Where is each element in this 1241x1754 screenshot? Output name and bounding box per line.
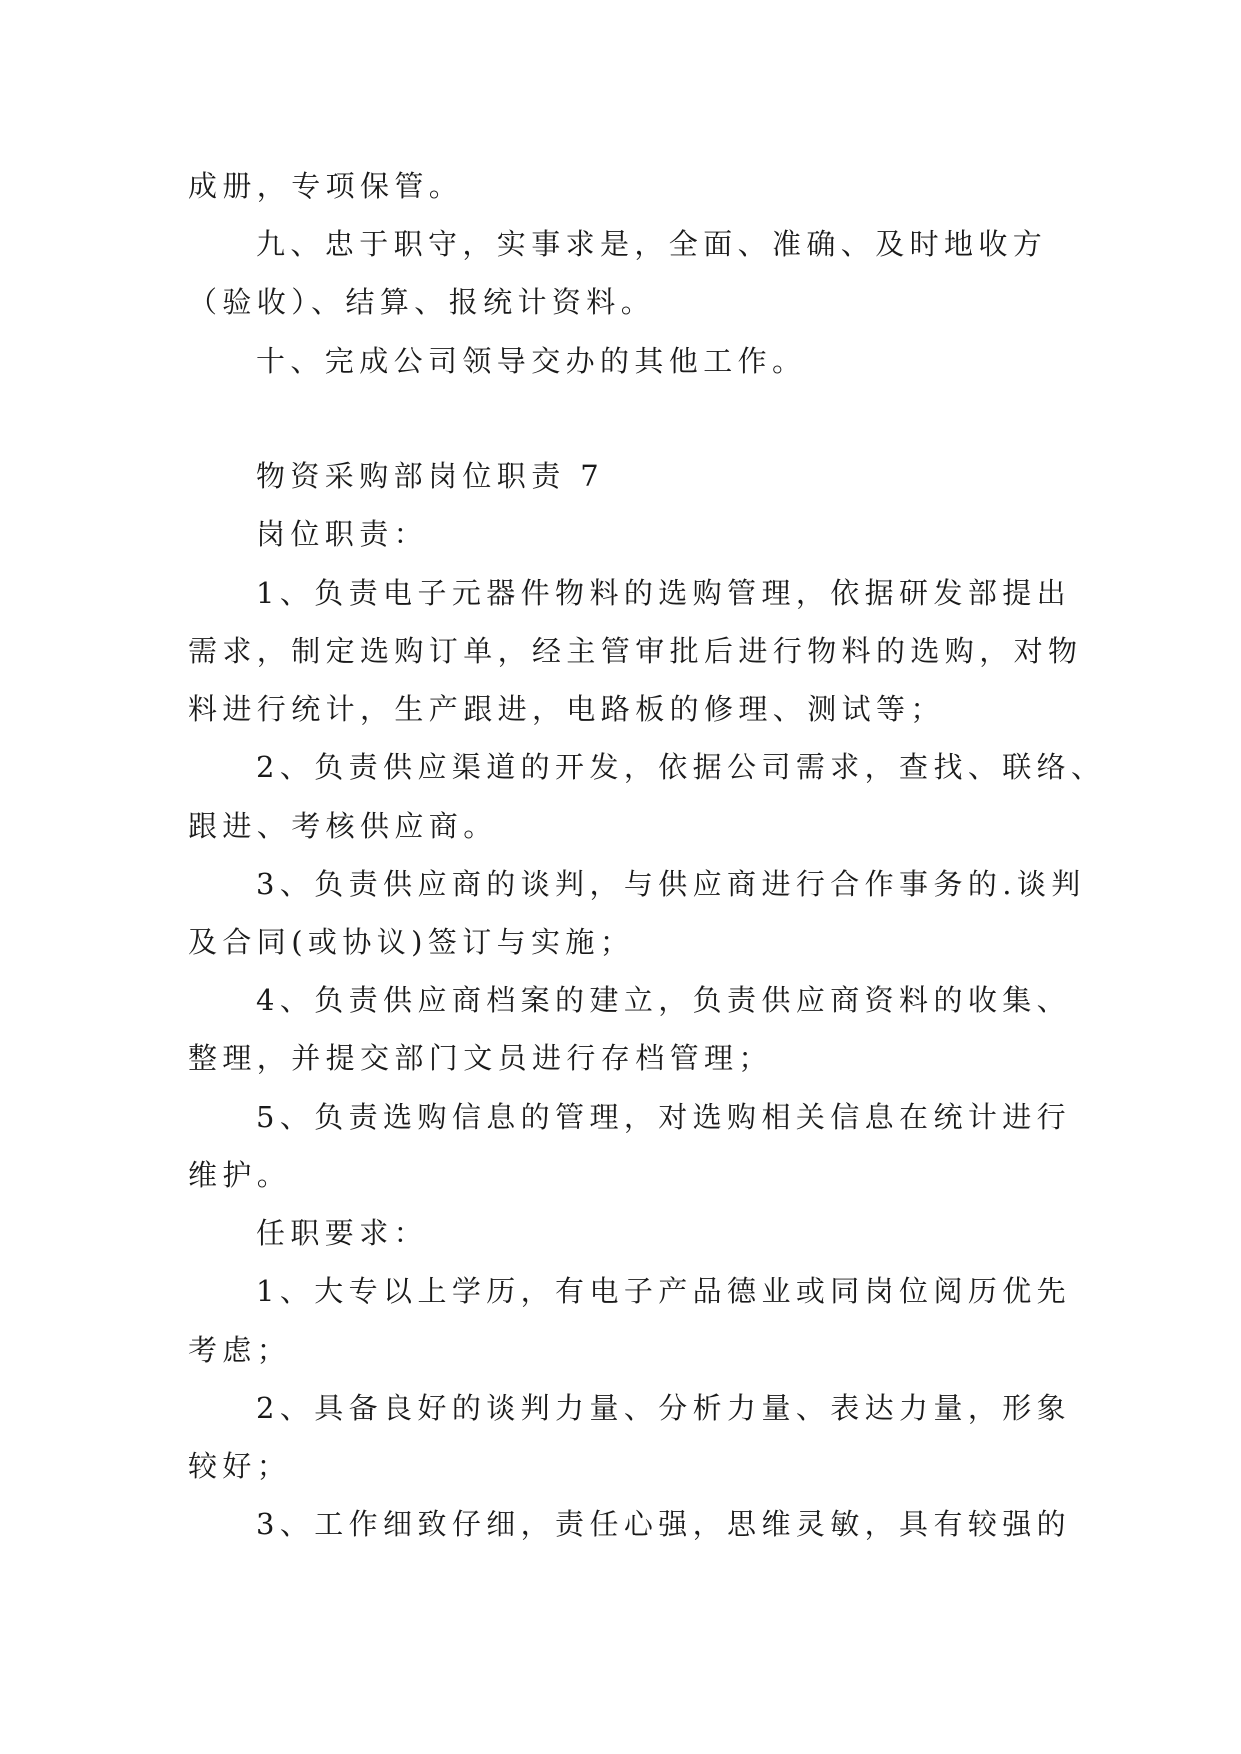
text-line: 维护。 [188, 1158, 292, 1192]
text-line: 3、负责供应商的谈判，与供应商进行合作事务的.谈判 [256, 867, 1086, 901]
text-line: 十、完成公司领导交办的其他工作。 [256, 344, 807, 378]
text-line: （验收）、结算、报统计资料。 [188, 285, 656, 319]
text-line: 1、大专以上学历，有电子产品德业或同岗位阅历优先 [256, 1274, 1072, 1308]
text-line: 4、负责供应商档案的建立，负责供应商资料的收集、 [256, 983, 1072, 1017]
subheading: 任职要求： [256, 1216, 429, 1250]
text-line: 5、负责选购信息的管理，对选购相关信息在统计进行 [256, 1100, 1072, 1134]
text-line: 2、具备良好的谈判力量、分析力量、表达力量，形象 [256, 1391, 1072, 1425]
text-line: 考虑； [188, 1333, 292, 1367]
text-line: 料进行统计，生产跟进，电路板的修理、测试等； [188, 692, 945, 726]
text-line: 较好； [188, 1449, 292, 1483]
text-line: 成册，专项保管。 [188, 169, 464, 203]
text-line: 及合同(或协议)签订与实施； [188, 925, 635, 959]
text-line: 需求，制定选购订单，经主管审批后进行物料的选购，对物 [188, 634, 1083, 668]
text-line: 1、负责电子元器件物料的选购管理，依据研发部提出 [256, 576, 1072, 610]
text-line: 3、工作细致仔细，责任心强，思维灵敏，具有较强的 [256, 1507, 1072, 1541]
subheading: 岗位职责： [256, 517, 429, 551]
text-line: 2、负责供应渠道的开发，依据公司需求，查找、联络、 [256, 750, 1106, 784]
text-line: 九、忠于职守，实事求是，全面、准确、及时地收方 [256, 227, 1048, 261]
text-line: 整理，并提交部门文员进行存档管理； [188, 1041, 773, 1075]
section-title: 物资采购部岗位职责 7 [256, 459, 605, 493]
text-line: 跟进、考核供应商。 [188, 809, 498, 843]
